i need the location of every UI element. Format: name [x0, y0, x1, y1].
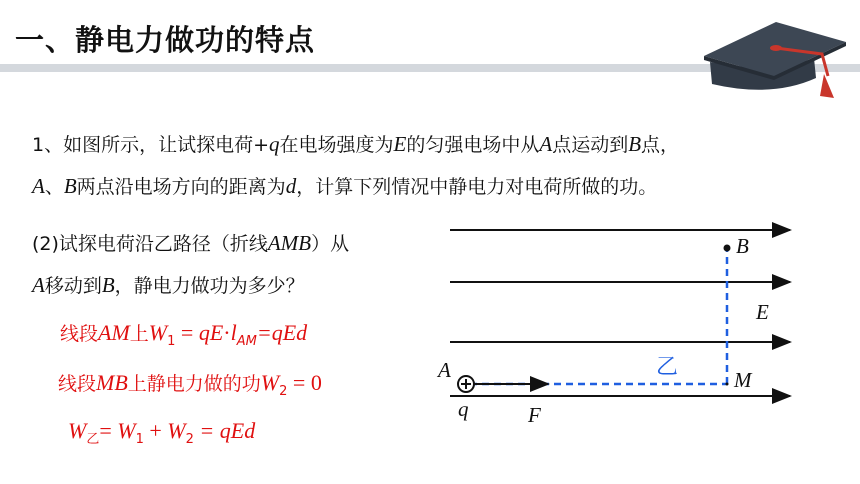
answer-subscript: 1: [167, 333, 176, 349]
problem-var-A: A: [539, 132, 553, 156]
answer-math: +: [143, 418, 168, 443]
question-text: 移动到: [44, 275, 102, 297]
label-path-yi: 乙: [656, 355, 679, 380]
problem-var-E: E: [393, 132, 407, 156]
problem-text: 两点沿电场方向的距离为: [76, 176, 286, 198]
question-var-B: B: [101, 273, 115, 297]
problem-text: ，计算下列情况中静电力对电荷所做的功。: [296, 176, 658, 198]
label-M: M: [734, 368, 752, 392]
answer-subscript: 2: [185, 431, 194, 447]
problem-line-2: [32, 172, 657, 199]
answer-text: 线段: [60, 323, 99, 345]
answer-subscript: 乙: [86, 431, 100, 447]
answer-math: W: [68, 418, 87, 443]
problem-var-B: B: [628, 132, 642, 156]
label-E: E: [756, 300, 769, 324]
point-B: [724, 245, 731, 252]
label-q: q: [458, 397, 469, 421]
answer-line-3: [68, 418, 255, 447]
answer-math: W: [260, 370, 280, 395]
problem-text: 的匀强电场中从: [406, 134, 540, 156]
label-A: A: [438, 358, 451, 382]
problem-text: 、: [44, 176, 64, 198]
answer-math: =: [175, 320, 199, 345]
point-M: [726, 383, 729, 386]
question-text: (2)试探电荷沿乙路径（折线: [32, 233, 268, 255]
problem-text: 在电场强度为: [279, 134, 394, 156]
problem-var-q: q: [269, 132, 280, 156]
answer-line-1: [60, 319, 307, 349]
electric-field-diagram: [430, 212, 800, 432]
problem-text: 1、如图所示，让试探电荷+: [32, 134, 270, 156]
answer-math: W: [148, 320, 168, 345]
answer-text: 上静电力做的功: [127, 373, 261, 395]
problem-var-A: A: [32, 174, 45, 198]
answer-math: l: [230, 320, 237, 345]
problem-line-1: [32, 130, 679, 157]
answer-math: MB: [96, 370, 128, 395]
answer-text: 线段: [58, 373, 97, 395]
question-text: ）从: [311, 233, 350, 255]
problem-var-B: B: [63, 174, 77, 198]
problem-text: 点，: [641, 134, 680, 156]
problem-var-d: d: [285, 174, 297, 198]
label-B: B: [736, 234, 749, 258]
question-var-A: A: [32, 273, 45, 297]
label-F: F: [528, 403, 541, 427]
question-text: ，静电力做功为多少？: [114, 275, 305, 297]
question-line-2: [32, 271, 305, 298]
answer-math: =qEd: [256, 320, 308, 345]
answer-text: 上: [129, 323, 149, 345]
answer-math: W: [117, 418, 136, 443]
answer-subscript: 2: [279, 383, 288, 399]
charge-q: [458, 376, 474, 392]
question-line-1: [32, 229, 349, 256]
answer-math: = qEd: [193, 418, 256, 443]
answer-math: W: [167, 418, 186, 443]
page-title: 一、静电力做功的特点: [15, 23, 316, 57]
answer-subscript: AM: [236, 333, 257, 349]
answer-math: ·: [223, 320, 231, 345]
answer-math: = 0: [287, 370, 322, 395]
answer-subscript: 1: [135, 431, 144, 447]
answer-line-2: [58, 369, 322, 399]
answer-math: qE: [198, 320, 224, 345]
answer-math: AM: [98, 320, 130, 345]
answer-math: =: [99, 418, 118, 443]
question-var-AMB: AMB: [267, 231, 312, 255]
problem-text: 点运动到: [552, 134, 629, 156]
graduation-cap-icon: [702, 18, 848, 100]
